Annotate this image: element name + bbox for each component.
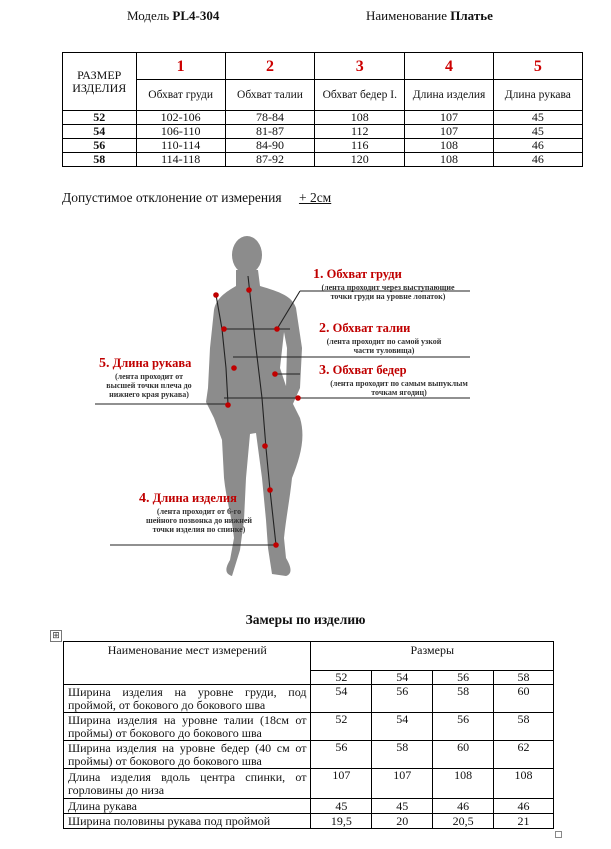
value-cell: 108 xyxy=(494,769,554,799)
value-cell: 46 xyxy=(493,139,582,153)
value-cell: 56 xyxy=(311,741,372,769)
col-label: Обхват талии xyxy=(225,80,314,111)
annotation-title: Обхват бедер xyxy=(332,363,407,377)
place-header: Наименование мест измерений xyxy=(64,642,311,685)
annotation-desc: (лента проходит от xyxy=(114,372,184,381)
table-row xyxy=(64,741,554,769)
value-cell: 110-114 xyxy=(136,139,225,153)
value-cell: 20,5 xyxy=(433,814,494,829)
model-line xyxy=(127,8,219,24)
value-cell: 81-87 xyxy=(225,125,314,139)
value-cell: 46 xyxy=(493,153,582,167)
annotation-number: 4. xyxy=(139,491,150,506)
value-cell: 56 xyxy=(433,713,494,741)
col-label: Длина изделия xyxy=(405,80,493,111)
value-cell: 21 xyxy=(494,814,554,829)
size-cell: 52 xyxy=(63,111,137,125)
value-cell: 54 xyxy=(372,713,433,741)
col-num: 2 xyxy=(225,53,314,80)
col-num: 1 xyxy=(136,53,225,80)
value-cell: 45 xyxy=(493,125,582,139)
col-num: 3 xyxy=(315,53,405,80)
value-cell: 46 xyxy=(433,799,494,814)
value-cell: 84-90 xyxy=(225,139,314,153)
value-cell: 54 xyxy=(311,685,372,713)
annotation-sleeve xyxy=(99,356,205,399)
value-cell: 19,5 xyxy=(311,814,372,829)
annotation-desc: (лента проходит от 6-го xyxy=(156,507,242,516)
annotation-length xyxy=(139,491,259,534)
name-line xyxy=(366,8,493,24)
table-row xyxy=(64,685,554,713)
table-row xyxy=(63,139,583,153)
col-num: 4 xyxy=(405,53,493,80)
measure-label: Длина рукава xyxy=(64,799,311,814)
value-cell: 58 xyxy=(433,685,494,713)
annotation-desc: (лента проходит через выступающие xyxy=(321,283,455,292)
size-cell: 58 xyxy=(63,153,137,167)
measure-label: Ширина изделия на уровне бедер (40 см от проймы) от бокового до бокового шва xyxy=(64,741,311,769)
size-col-header: 58 xyxy=(494,671,554,685)
annotation-number: 3. xyxy=(319,363,330,378)
col-label: Обхват груди xyxy=(136,80,225,111)
value-cell: 45 xyxy=(372,799,433,814)
table-row xyxy=(64,769,554,799)
value-cell: 107 xyxy=(372,769,433,799)
annotation-desc: точки изделия по спинке) xyxy=(152,525,246,534)
tolerance-value: + 2см xyxy=(298,190,332,205)
table-row xyxy=(64,814,554,829)
model-value: PL4-304 xyxy=(172,8,220,23)
annotation-desc: (лента проходит по самым выпуклым xyxy=(330,379,468,388)
size-col-header: 56 xyxy=(433,671,494,685)
value-cell: 108 xyxy=(433,769,494,799)
value-cell: 58 xyxy=(372,741,433,769)
value-cell: 45 xyxy=(493,111,582,125)
annotation-title: Обхват талии xyxy=(332,321,411,335)
annotation-desc: шейного позвонка до нижней xyxy=(146,516,252,525)
annotation-desc: нижнего края рукава) xyxy=(109,390,189,399)
size-cell: 56 xyxy=(63,139,137,153)
col-label: Длина рукава xyxy=(493,80,582,111)
value-cell: 107 xyxy=(405,125,493,139)
size-header: РАЗМЕР ИЗДЕЛИЯ xyxy=(63,53,137,111)
annotation-hips xyxy=(319,363,479,397)
value-cell: 114-118 xyxy=(136,153,225,167)
size-table xyxy=(62,52,583,167)
annotation-number: 2. xyxy=(319,321,330,336)
value-cell: 60 xyxy=(494,685,554,713)
value-cell: 46 xyxy=(494,799,554,814)
name-label: Наименование xyxy=(366,8,447,23)
annotation-desc: части туловища) xyxy=(353,346,415,355)
value-cell: 45 xyxy=(311,799,372,814)
table-move-handle-icon[interactable]: ⊞ xyxy=(50,630,62,642)
value-cell: 78-84 xyxy=(225,111,314,125)
measurement-figure xyxy=(0,228,611,588)
value-cell: 108 xyxy=(405,153,493,167)
measure-table xyxy=(63,641,554,829)
table-row xyxy=(63,153,583,167)
annotation-chest xyxy=(313,267,463,301)
annotation-desc: высшей точки плеча до xyxy=(106,381,192,390)
col-label: Обхват бедер I. xyxy=(315,80,405,111)
value-cell: 102-106 xyxy=(136,111,225,125)
value-cell: 116 xyxy=(315,139,405,153)
table-row xyxy=(63,111,583,125)
value-cell: 52 xyxy=(311,713,372,741)
annotation-desc: (лента проходит по самой узкой xyxy=(326,337,442,346)
annotation-number: 1. xyxy=(313,267,324,282)
measure-table-title: Замеры по изделию xyxy=(245,612,366,627)
table-row xyxy=(64,799,554,814)
table-row xyxy=(63,125,583,139)
value-cell: 108 xyxy=(405,139,493,153)
value-cell: 120 xyxy=(315,153,405,167)
annotation-title: Обхват груди xyxy=(326,267,402,281)
measure-label: Длина изделия вдоль центра спинки, от горловины до низа xyxy=(64,769,311,799)
value-cell: 87-92 xyxy=(225,153,314,167)
table-resize-handle[interactable] xyxy=(555,831,562,838)
value-cell: 107 xyxy=(311,769,372,799)
value-cell: 62 xyxy=(494,741,554,769)
value-cell: 107 xyxy=(405,111,493,125)
table-row xyxy=(64,713,554,741)
sizes-header: Размеры xyxy=(311,642,554,671)
value-cell: 112 xyxy=(315,125,405,139)
size-col-header: 52 xyxy=(311,671,372,685)
value-cell: 60 xyxy=(433,741,494,769)
annotation-waist xyxy=(319,321,449,355)
annotation-title: Длина изделия xyxy=(152,491,237,505)
size-cell: 54 xyxy=(63,125,137,139)
measure-label: Ширина изделия на уровне талии (18см от проймы) от бокового до бокового шва xyxy=(64,713,311,741)
col-num: 5 xyxy=(493,53,582,80)
measure-label: Ширина изделия на уровне груди, под проймой, от бокового до бокового шва xyxy=(64,685,311,713)
tolerance-text: Допустимое отклонение от измерения xyxy=(62,190,282,205)
value-cell: 56 xyxy=(372,685,433,713)
name-value: Платье xyxy=(450,8,493,23)
value-cell: 20 xyxy=(372,814,433,829)
value-cell: 106-110 xyxy=(136,125,225,139)
measure-label: Ширина половины рукава под проймой xyxy=(64,814,311,829)
annotation-desc: точкам ягодиц) xyxy=(371,388,427,397)
model-label: Модель xyxy=(127,8,170,23)
annotation-desc: точки груди на уровне лопаток) xyxy=(330,292,446,301)
annotation-number: 5. xyxy=(99,356,110,371)
tolerance-line xyxy=(62,190,331,206)
size-col-header: 54 xyxy=(372,671,433,685)
value-cell: 108 xyxy=(315,111,405,125)
value-cell: 58 xyxy=(494,713,554,741)
annotation-title: Длина рукава xyxy=(112,356,192,370)
